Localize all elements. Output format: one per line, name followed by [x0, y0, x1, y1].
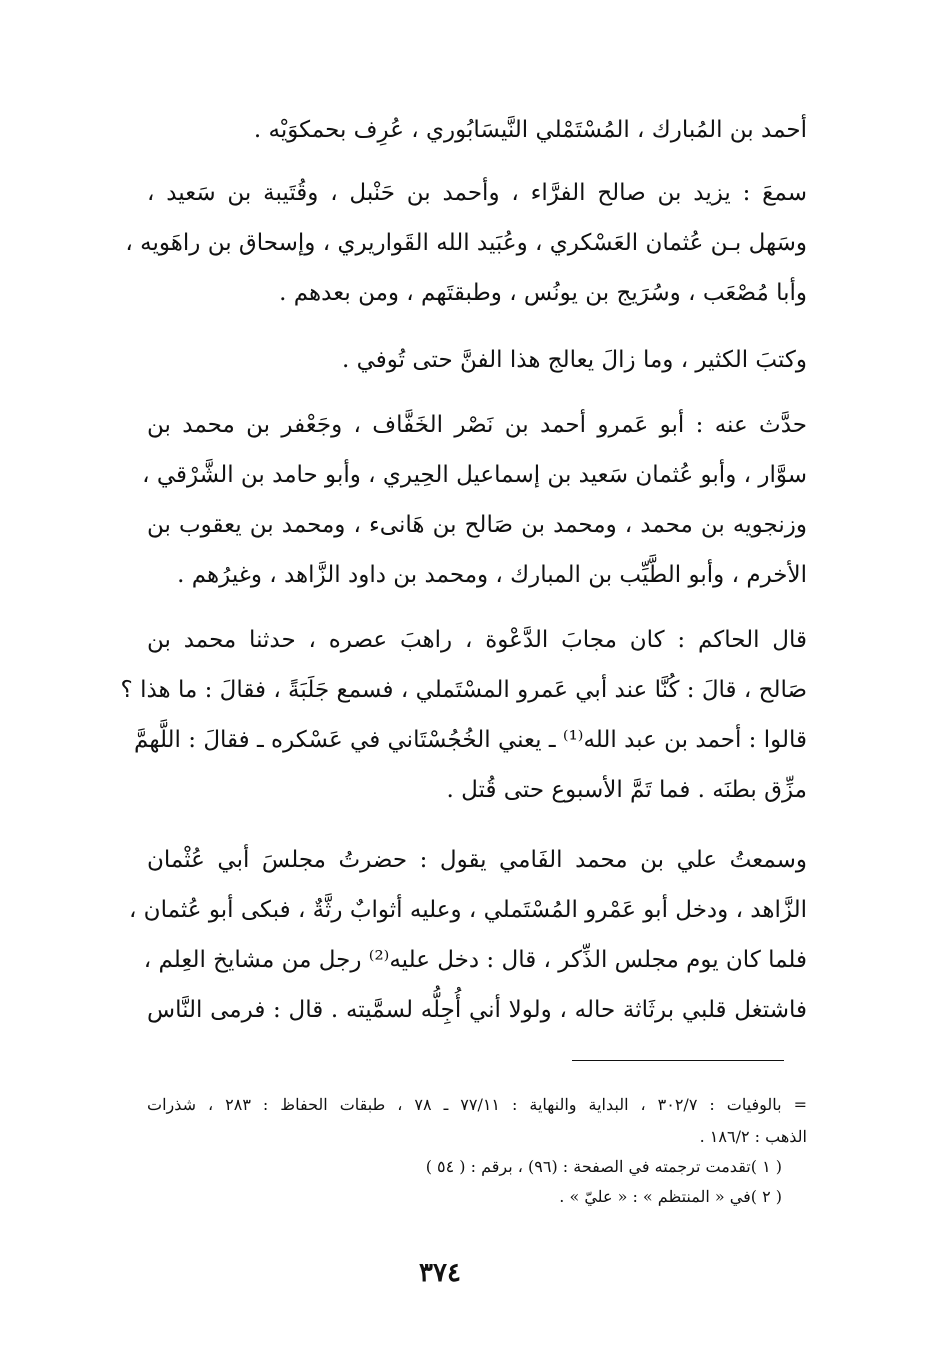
- text-line: الزَّاهد ، ودخل أبو عَمْرو المُسْتَملي ، وعليه أثوابٌ رثَّةٌ ، فبكى أبو عُثمان ،: [128, 897, 807, 923]
- footnote-separator: [572, 1060, 784, 1061]
- page-number: ٣٧٤: [419, 1258, 461, 1288]
- text-line: حدَّث عنه : أبو عَمرو أحمد بن نَصْر الخَفَّاف ، وجَعْفر بن محمد بن: [147, 412, 807, 438]
- text-line: وكتبَ الكثير ، وما زالَ يعالج هذا الفنَّ حتى تُوفي .: [341, 347, 807, 373]
- text-line: قالوا : أحمد بن عبد الله⁽¹⁾ ـ يعني الخُجُسْتَاني في عَسْكره ـ فقالَ : اللَّهمَّ: [134, 727, 807, 753]
- footnote-line: الذهب : ١٨٦/٢ .: [699, 1127, 807, 1146]
- text-line: وأبا مُصْعَب ، وسُرَيج بن يونُس ، وطبقتَهم ، ومن بعدهم .: [279, 280, 807, 306]
- text-line: فاشتغل قلبي برثَاثة حاله ، ولولا أني أُجِلُّه لسمَّيته . قال : فرمى النَّاس: [147, 997, 807, 1023]
- text-line: أحمد بن المُبارك ، المُسْتَمْلي النَّيسَابُوري ، عُرِف بحمكوَيْه .: [253, 117, 807, 143]
- footnote-2: ( ٢ )في « المنتظم » : « عليّ » .: [559, 1187, 782, 1206]
- text-line: وسمعتُ علي بن محمد الفَامي يقول : حضرتُ مجلسَ أبي عُثْمان: [147, 847, 807, 873]
- text-line: فلما كان يوم مجلس الذِّكر ، قال : دخل عليه⁽²⁾ رجل من مشايخ العِلم ،: [143, 947, 807, 973]
- text-line: سوَّار ، وأبو عُثمان سَعيد بن إسماعيل الحِيري ، وأبو حامد بن الشَّرْقي ،: [142, 462, 807, 488]
- text-line: سمعَ : يزيد بن صالح الفرَّاء ، وأحمد بن حَنْبل ، وقُتَيبة بن سَعيد ،: [147, 180, 807, 206]
- text-line: وسَهل بـن عُثمان العَسْكري ، وعُبَيد الله القَواريري ، وإسحاق بن راهَويه ،: [125, 230, 807, 256]
- footnote-1: ( ١ )تقدمت ترجمته في الصفحة : (٩٦) ، برقم : ( ٥٤ ): [425, 1157, 782, 1176]
- footnote-line: = بالوفيات : ٣٠٢/٧ ، البداية والنهاية : ٧٧/١١ ـ ٧٨ ، طبقات الحفاظ : ٢٨٣ ، شذرات: [147, 1095, 808, 1114]
- text-line: الأخرم ، وأبو الطَّيِّب بن المبارك ، ومحمد بن داود الزَّاهد ، وغيرُهم .: [177, 562, 807, 588]
- text-line: مزِّق بطنَه . فما تَمَّ الأسبوع حتى قُتل .: [446, 777, 807, 803]
- text-line: وزنجويه بن محمد ، ومحمد بن صَالح بن هَانىء ، ومحمد بن يعقوب بن: [147, 512, 807, 538]
- text-line: صَالح ، قالَ : كُنَّا عند أبي عَمرو المسْتَملي ، فسمع جَلَبَةً ، فقالَ : ما هذا ؟: [120, 677, 807, 703]
- text-line: قال الحاكم : كان مجابَ الدَّعْوة ، راهبَ عصره ، حدثنا محمد بن: [147, 627, 807, 653]
